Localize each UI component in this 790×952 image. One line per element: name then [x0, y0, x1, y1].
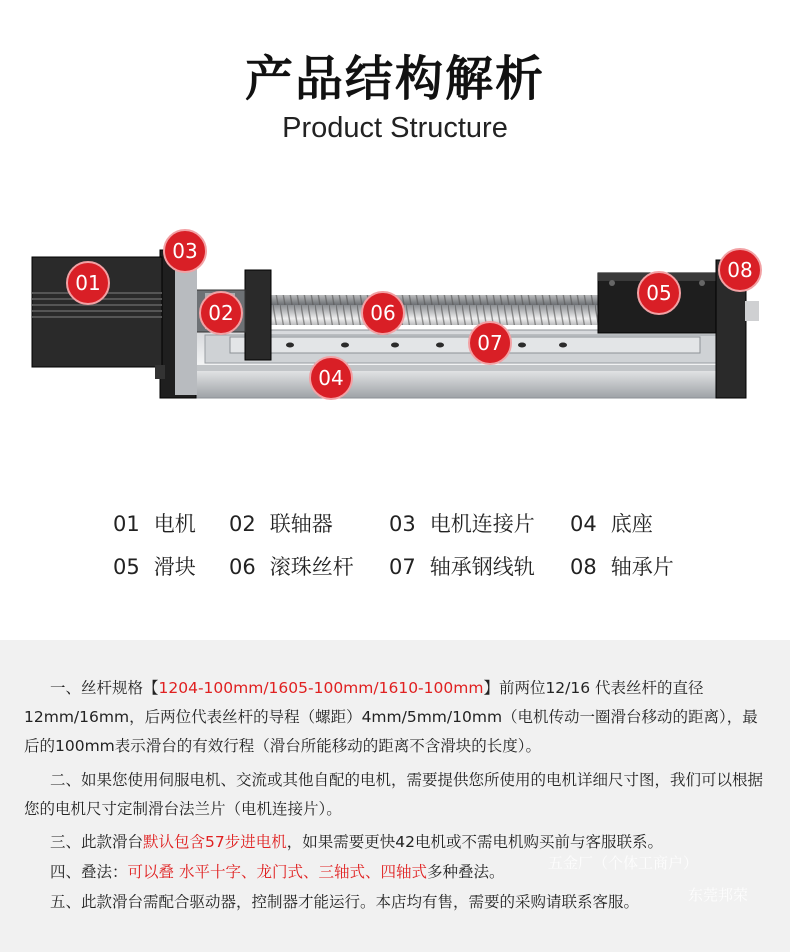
legend-item: 08 轴承片 [570, 555, 674, 579]
ball-screw [265, 295, 605, 325]
legend-item: 05 滑块 [113, 555, 196, 579]
page-title: 产品结构解析 [244, 51, 545, 107]
marker-08: 08 [718, 248, 762, 292]
marker-04: 04 [309, 356, 353, 400]
marker-05: 05 [637, 271, 681, 315]
marker-07: 07 [468, 321, 512, 365]
note-1: 一、丝杆规格【1204-100mm/1605-100mm/1610-100mm】前两位12/16 代表丝杆的直径12mm/16mm，后两位代表丝杆的导程（螺距）4mm/5mm/10mm（电机传动一圈滑台移动的距离），最后的100mm表示滑台的有效行程（滑台所能移动的距离不含滑块的长度）。 [24, 679, 758, 755]
legend-item: 02 联轴器 [229, 512, 333, 536]
legend-item: 07 轴承钢线轨 [389, 555, 535, 579]
linear-guide-rail [230, 337, 700, 353]
marker-01: 01 [66, 261, 110, 305]
legend-item: 06 滚珠丝杆 [229, 555, 354, 579]
marker-06: 06 [361, 291, 405, 335]
watermark: 东莞邦荣 [688, 886, 749, 904]
legend-item: 03 电机连接片 [389, 512, 535, 536]
note-3: 三、此款滑台默认包含57步进电机，如果需要更快42电机或不需电机购买前与客服联系。 [50, 833, 663, 851]
legend-item: 01 电机 [113, 512, 196, 536]
note-4: 四、叠法：可以叠 水平十字、龙门式、三轴式、四轴式多种叠法。 [50, 863, 505, 881]
marker-02: 02 [199, 291, 243, 335]
note-5: 五、此款滑台需配合驱动器，控制器才能运行。本店均有售，需要的采购请联系客服。 [50, 893, 640, 911]
marker-03: 03 [163, 229, 207, 273]
watermark: 五金厂（个体工商户） [548, 854, 699, 872]
notes-panel [0, 640, 790, 952]
page-subtitle: Product Structure [282, 112, 508, 144]
note-2: 二、如果您使用伺服电机、交流或其他自配的电机，需要提供您所使用的电机详细尺寸图，我们可以根据您的电机尺寸定制滑台法兰片（电机连接片）。 [24, 771, 764, 818]
legend-item: 04 底座 [570, 512, 653, 536]
